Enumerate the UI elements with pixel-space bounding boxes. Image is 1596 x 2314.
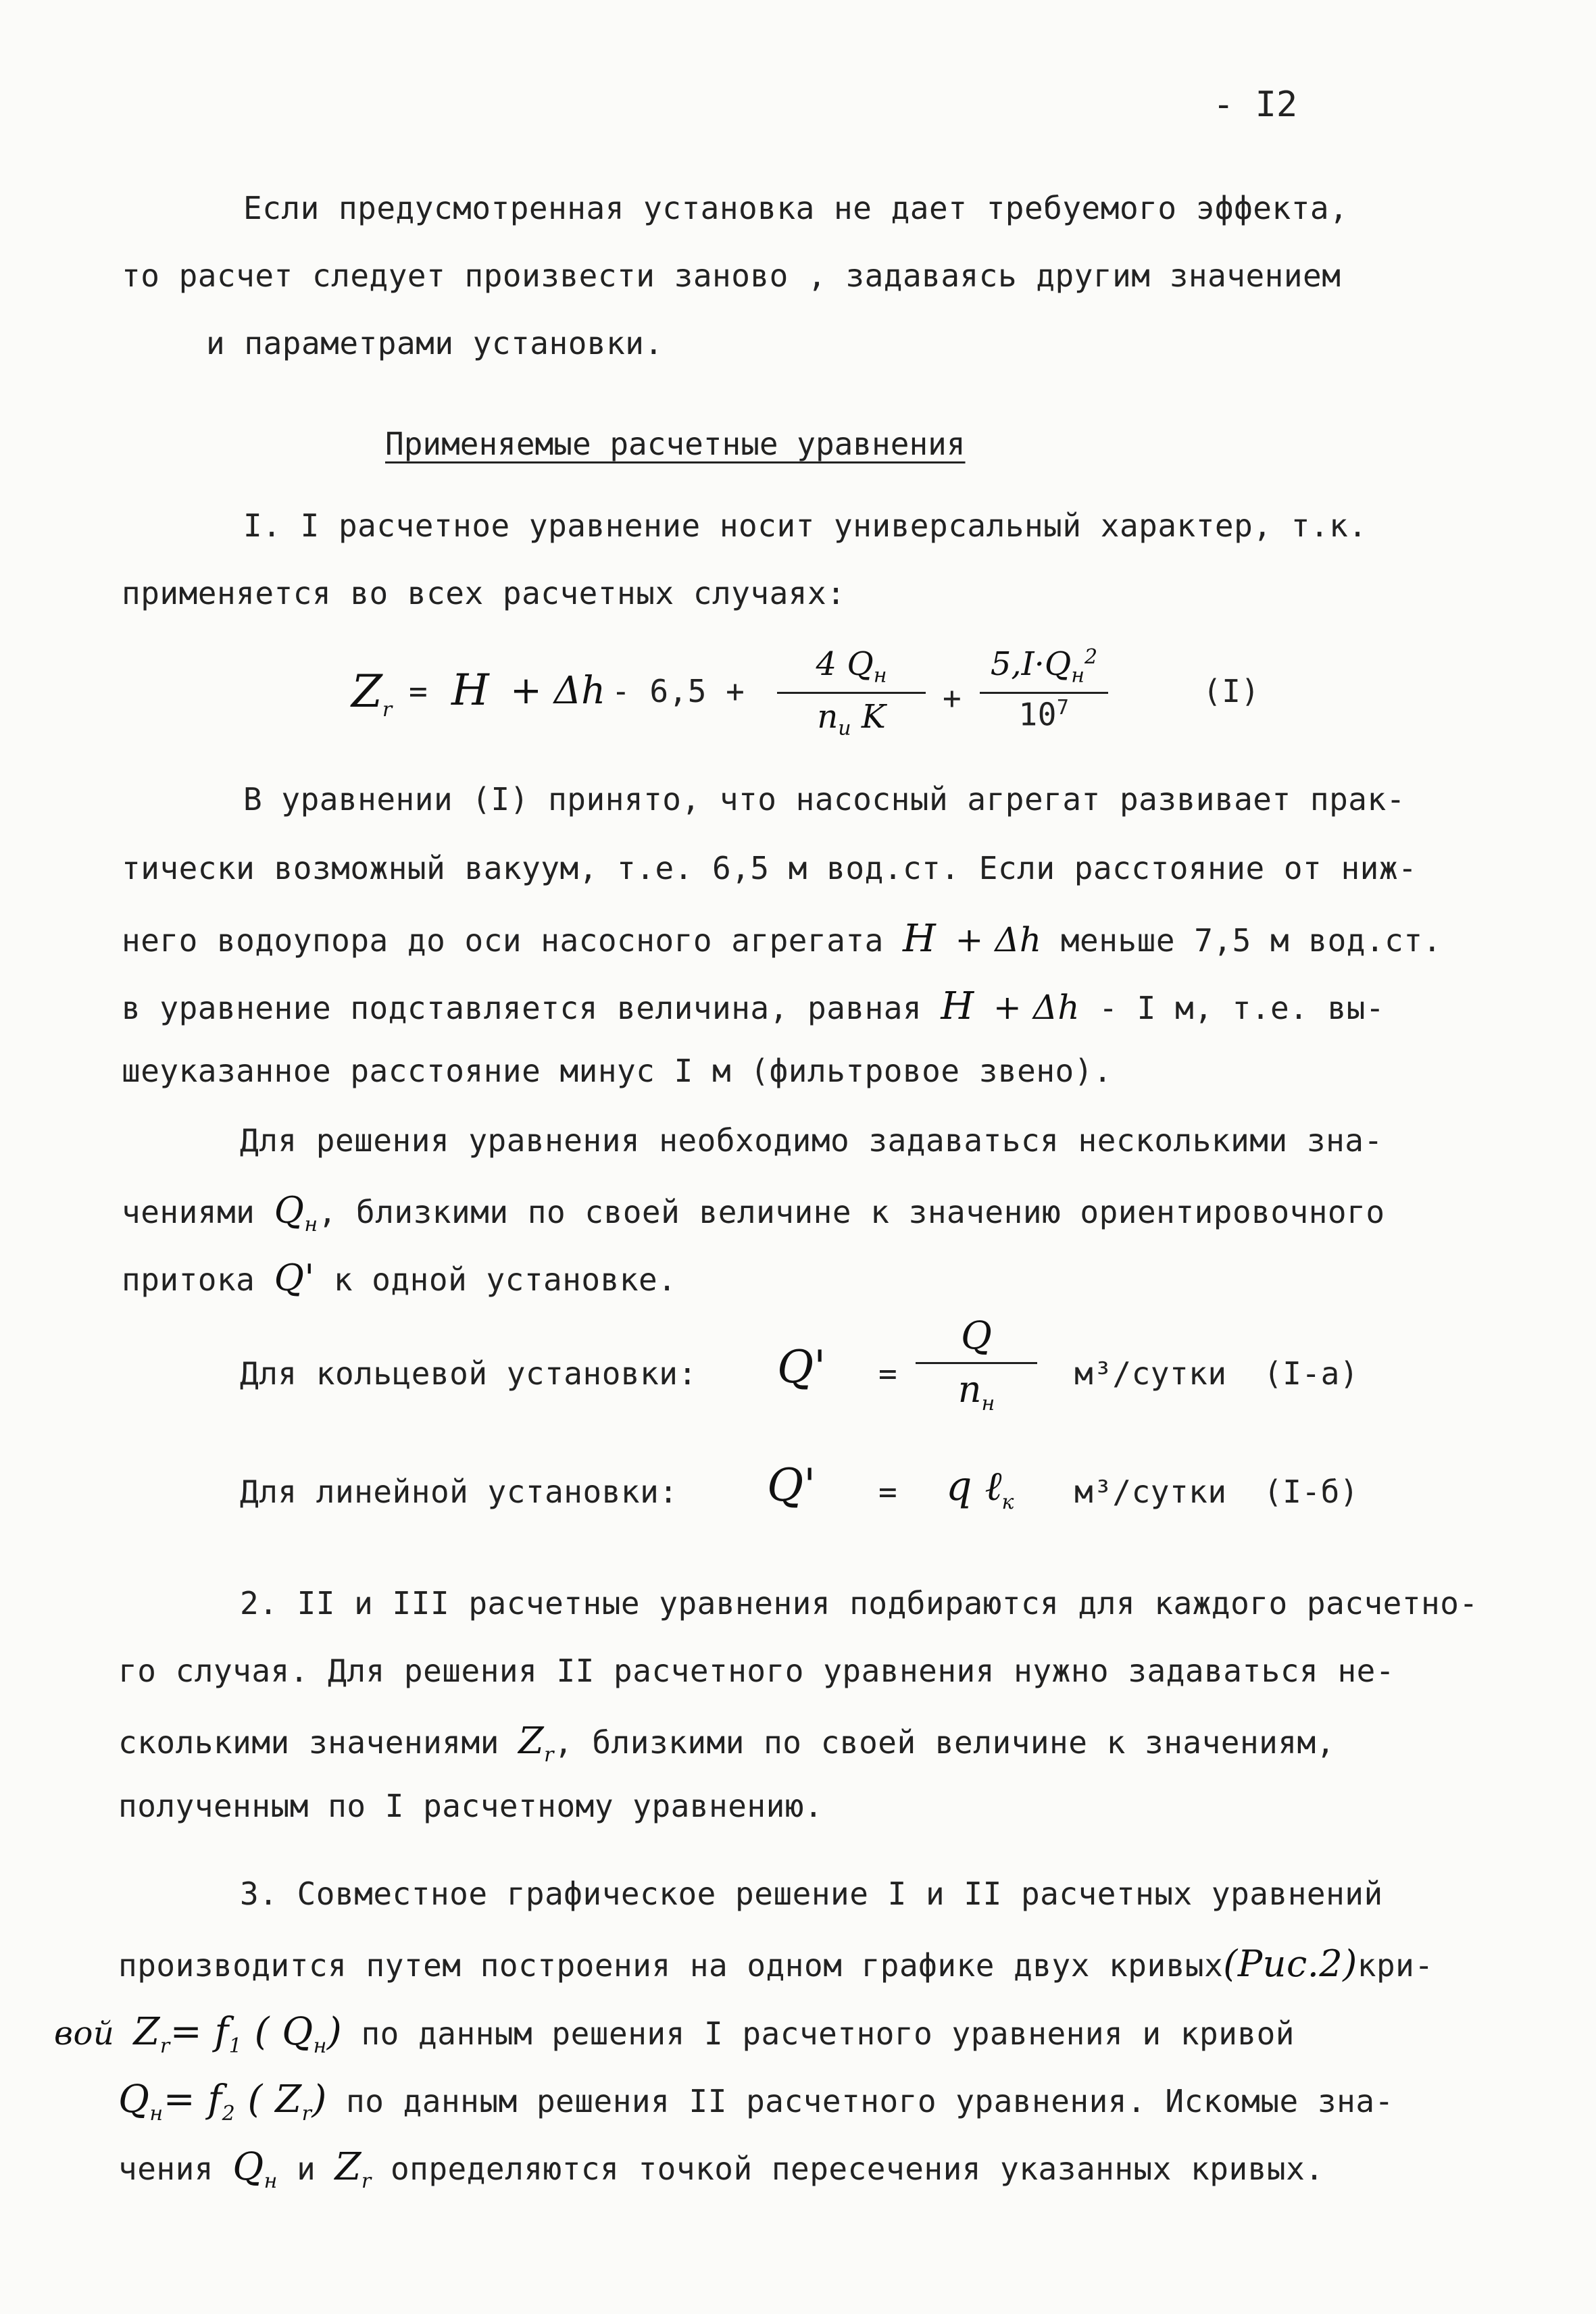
ring-fraction bbox=[916, 1314, 1037, 1415]
ring-denominator: $n_н$ bbox=[957, 1368, 995, 1415]
item3-line2: производится путем построения на одном графике двух кривых(Рис.2)кри- bbox=[118, 1942, 1434, 1985]
linear-unit: м³/сутки bbox=[1074, 1474, 1227, 1510]
eq1-plus: + bbox=[943, 680, 962, 716]
eq1-equals: = bbox=[409, 673, 428, 709]
eq1-fraction-1 bbox=[777, 645, 926, 740]
ring-numerator: Q bbox=[961, 1314, 992, 1358]
ring-label: Для кольцевой установки: bbox=[240, 1355, 697, 1392]
linear-label: Для линейной установки: bbox=[240, 1474, 678, 1510]
para1-line2: то расчет следует произвести заново , задаваясь другим значением bbox=[122, 257, 1341, 294]
eq1-lhs: $Z_r$ bbox=[351, 665, 393, 722]
item1-line2: применяется во всех расчетных случаях: bbox=[122, 575, 846, 611]
item3-line1: 3. Совместное графическое решение I и II расчетных уравнений bbox=[240, 1876, 1383, 1912]
eq1-frac1-numerator: 4 $Q_н$ bbox=[816, 645, 887, 688]
eq1-frac1-denominator: $n_и$ K bbox=[817, 697, 886, 740]
item2-line3: сколькими значениями $Z_r$, близкими по своей величине к значениям, bbox=[118, 1719, 1335, 1767]
item2-line4: полученным по I расчетному уравнению. bbox=[118, 1788, 824, 1824]
para3-line2: чениями $Q_н$, близкими по своей величине к значению ориентировочного bbox=[122, 1189, 1385, 1236]
para2-line1: В уравнении (I) принято, что насосный агрегат развивает прак- bbox=[243, 781, 1405, 818]
linear-rhs: q ℓ$_к$ bbox=[946, 1463, 1014, 1514]
ring-tag: (I-а) bbox=[1264, 1355, 1359, 1392]
para2-line4: в уравнение подставляется величина, равная H + Δh - I м, т.е. вы- bbox=[122, 984, 1385, 1028]
item2-line1: 2. II и III расчетные уравнения подбираются для каждого расчетно- bbox=[240, 1585, 1478, 1621]
item3-line3: вой $Z_r= f_1$ ( $Q_н$) по данным решения I расчетного уравнения и кривой bbox=[54, 2010, 1295, 2059]
item3-line4: $Q_н= f_2$ ( $Z_r$) по данным решения II расчетного уравнения. Искомые зна- bbox=[118, 2078, 1394, 2126]
linear-tag: (I-б) bbox=[1264, 1474, 1359, 1510]
para2-line2: тически возможный вакуум, т.е. 6,5 м вод.ст. Если расстояние от ниж- bbox=[122, 850, 1418, 886]
figure-reference: (Рис.2) bbox=[1223, 1942, 1357, 1985]
para1-line3: и параметрами установки. bbox=[206, 325, 664, 361]
para2-line5: шеуказанное расстояние минус I м (фильтровое звено). bbox=[122, 1053, 1113, 1089]
section-heading: Применяемые расчетные уравнения bbox=[385, 426, 966, 462]
para3-line1: Для решения уравнения необходимо задаваться несколькими зна- bbox=[240, 1122, 1383, 1159]
item2-line2: го случая. Для решения II расчетного уравнения нужно задаваться не- bbox=[118, 1653, 1395, 1689]
item3-line5: чения $Q_н$ и $Z_r$ определяются точкой пересечения указанных кривых. bbox=[118, 2145, 1324, 2194]
eq1-fraction-2 bbox=[980, 645, 1108, 730]
eq1-frac2-numerator: $5,I\cdot Q_н^2$ bbox=[990, 645, 1098, 688]
eq1-label: (I) bbox=[1203, 673, 1260, 709]
para1-line1: Если предусмотренная установка не дает требуемого эффекта, bbox=[243, 190, 1349, 226]
para2-line3: него водоупора до оси насосного агрегата H + Δh меньше 7,5 м вод.ст. bbox=[122, 917, 1442, 961]
eq1-frac2-denominator: $10^7$ bbox=[1018, 695, 1070, 732]
eq1-term-dh: + Δh bbox=[510, 669, 606, 713]
para3-line3: притока Q' к одной установке. bbox=[122, 1257, 677, 1299]
eq1-term-h: H bbox=[451, 665, 489, 715]
eq1-term-const: - 6,5 + bbox=[612, 673, 745, 709]
item1-line1: I. I расчетное уравнение носит универсальный характер, т.к. bbox=[243, 507, 1368, 544]
page-number: - I2 bbox=[1213, 84, 1298, 125]
ring-lhs: Q' bbox=[777, 1341, 826, 1393]
linear-lhs: Q' bbox=[767, 1459, 816, 1511]
linear-equals: = bbox=[878, 1474, 898, 1510]
ring-equals: = bbox=[878, 1355, 898, 1392]
ring-unit: м³/сутки bbox=[1074, 1355, 1227, 1392]
